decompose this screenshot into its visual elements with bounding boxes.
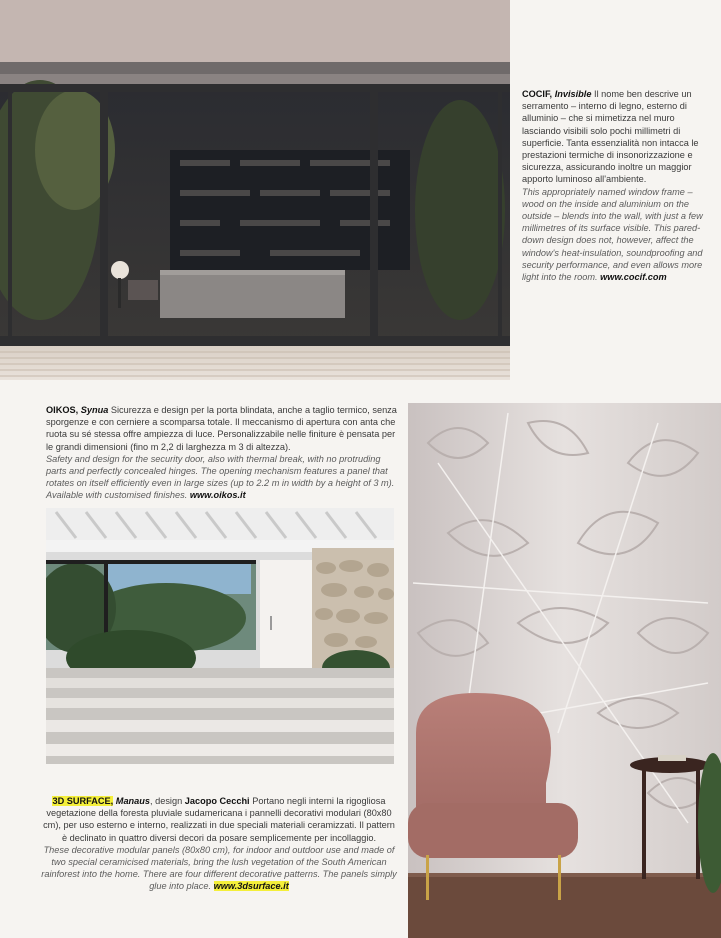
3dsurface-caption	[40, 795, 398, 893]
3dsurface-designer: Jacopo Cecchi	[184, 796, 250, 806]
oikos-product-name: Synua	[80, 405, 109, 415]
cocif-caption	[522, 88, 712, 283]
cocif-italian-text: Il nome ben descrive un serramento – interno di legno, esterno di alluminio – che si mimetizza nel muro lasciando visibili solo pochi millimetri di superficie. Tanta essenzialità non intacca le prestazioni termiche di insonorizzazione e sicurezza, assicurando inoltre un maggior apporto luminoso all'ambiente.	[522, 89, 699, 185]
3dsurface-url[interactable]: www.3dsurface.it	[213, 881, 289, 892]
oikos-url[interactable]: www.oikos.it	[189, 490, 246, 501]
3dsurface-design-label: , design	[150, 796, 183, 806]
cocif-window-photo	[0, 0, 510, 380]
oikos-brand: OIKOS,	[46, 405, 79, 415]
oikos-english-text: Safety and design for the security door, also with thermal break, with no protruding parts and perfectly concealed hinges. The opening mechanism features a panel that rotates on itself efficiently even in large sizes (up to 2.2 m in width by a height of 3 m). Available with customised finishes.	[46, 453, 395, 501]
3dsurface-english-text: These decorative modular panels (80x80 cm), for indoor and outdoor use and made of two special ceramicised materials, bring the lush vegetation of the South American rainforest into the home. There are four different decorative patterns. The panels simply glue into place.	[41, 844, 397, 892]
3dsurface-brand: 3D SURFACE,	[52, 796, 114, 806]
oikos-door-photo	[46, 508, 394, 764]
cocif-product-name: Invisible	[554, 89, 592, 99]
cocif-url[interactable]: www.cocif.com	[600, 272, 667, 283]
oikos-italian-text: Sicurezza e design per la porta blindata, anche a taglio termico, senza sporgenze e con cerniere a scomparsa totale. Il meccanismo di apertura con anta che ruota su sé stessa offre ampiezza di luce. Personalizzabile nelle finiture è pensata per le grandi dimensioni (fino m 2,2 di larghezza m 3 di altezza).	[46, 405, 397, 452]
cocif-brand: COCIF,	[522, 89, 553, 99]
oikos-caption	[46, 404, 398, 502]
3dsurface-product-name: Manaus	[115, 796, 151, 806]
3dsurface-italian-text: Portano negli interni la rigogliosa vegetazione della foresta pluviale sudamericana i pannelli decorativi modulari (80x80 cm), per uso esterno e interno, realizzati in due speciali materiali ceramizzati. Il pattern è declinato in quattro diversi decori da posare semplicemente per incollaggio.	[43, 796, 395, 843]
3dsurface-wall-photo	[408, 403, 721, 938]
cocif-english-text: This appropriately named window frame – wood on the inside and aluminium on the outside – blends into the wall, with just a few millimetres of its surface visible. This pared-down design does not, however, affect the window's heat-insulation, soundproofing and security performance, and even allows more light into the room.	[522, 186, 703, 283]
